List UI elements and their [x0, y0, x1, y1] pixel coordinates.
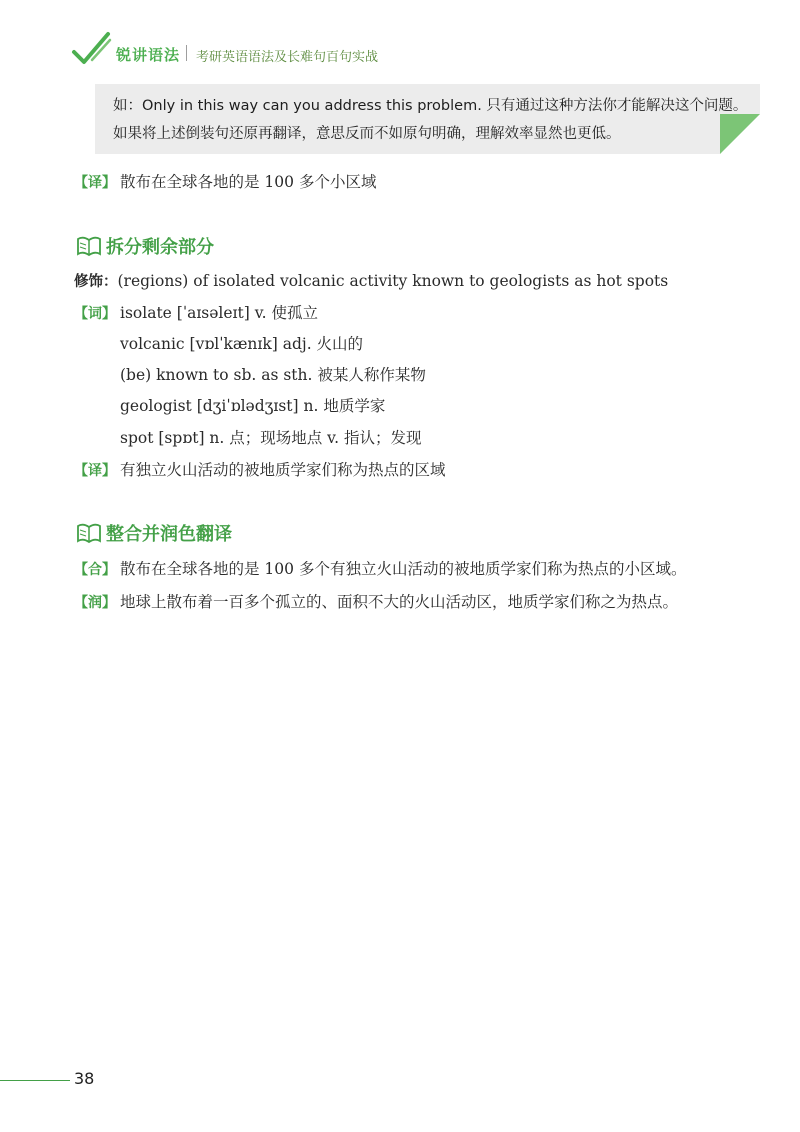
section-heading: 整合并润色翻译 — [106, 524, 232, 545]
book-icon — [76, 522, 102, 544]
vocab-item: spot [spɒt] n. 点；现场地点 v. 指认；发现 — [120, 429, 422, 447]
combine-tag: 【合】 — [74, 562, 116, 578]
combine-text: 散布在全球各地的是 100 多个有独立火山活动的被地质学家们称为热点的小区域。 — [120, 560, 687, 578]
vocab-tag: 【词】 — [74, 306, 116, 322]
translation-text: 有独立火山活动的被地质学家们称为热点的区域 — [120, 461, 446, 479]
book-icon — [76, 235, 102, 257]
polish-tag: 【润】 — [74, 595, 116, 611]
polish-text: 地球上散布着一百多个孤立的、面积不大的火山活动区，地质学家们称之为热点。 — [120, 593, 679, 611]
note-line-1: 如：Only in this way can you address this problem. 只有通过这种方法你才能解决这个问题。 — [113, 98, 748, 114]
vocab-item: volcanic [vɒlˈkænɪk] adj. 火山的 — [120, 335, 364, 353]
modifier-label: 修饰： — [74, 274, 118, 290]
polish-line — [74, 590, 678, 612]
vocab-item: isolate [ˈaɪsəleɪt] v. 使孤立 — [120, 304, 318, 322]
corner-fold-icon — [720, 114, 760, 154]
modifier-text: (regions) of isolated volcanic activity known to geologists as hot spots — [117, 272, 669, 290]
section-heading: 拆分剩余部分 — [106, 237, 214, 258]
pen-check-icon — [70, 30, 114, 70]
combine-line — [74, 557, 686, 579]
translation-line — [74, 458, 446, 480]
note-box — [95, 84, 760, 154]
page-header — [70, 30, 770, 70]
brand-name: 锐讲语法 — [116, 46, 181, 64]
translation-text: 散布在全球各地的是 100 多个小区域 — [120, 173, 377, 191]
book-title: 考研英语语法及长难句百句实战 — [196, 50, 379, 65]
vocab-line — [74, 301, 318, 323]
translation-tag: 【译】 — [74, 175, 116, 191]
translation-line — [74, 170, 376, 192]
footer-rule — [0, 1080, 70, 1081]
header-divider — [186, 45, 187, 61]
vocab-item: (be) known to sb. as sth. 被某人称作某物 — [120, 366, 426, 384]
page-number: 38 — [74, 1069, 95, 1088]
vocab-item: geologist [dʒiˈɒlədʒɪst] n. 地质学家 — [120, 397, 386, 415]
note-line-2: 如果将上述倒装句还原再翻译，意思反而不如原句明确，理解效率显然也更低。 — [113, 126, 621, 142]
modifier-line — [74, 270, 668, 291]
translation-tag: 【译】 — [74, 463, 116, 479]
